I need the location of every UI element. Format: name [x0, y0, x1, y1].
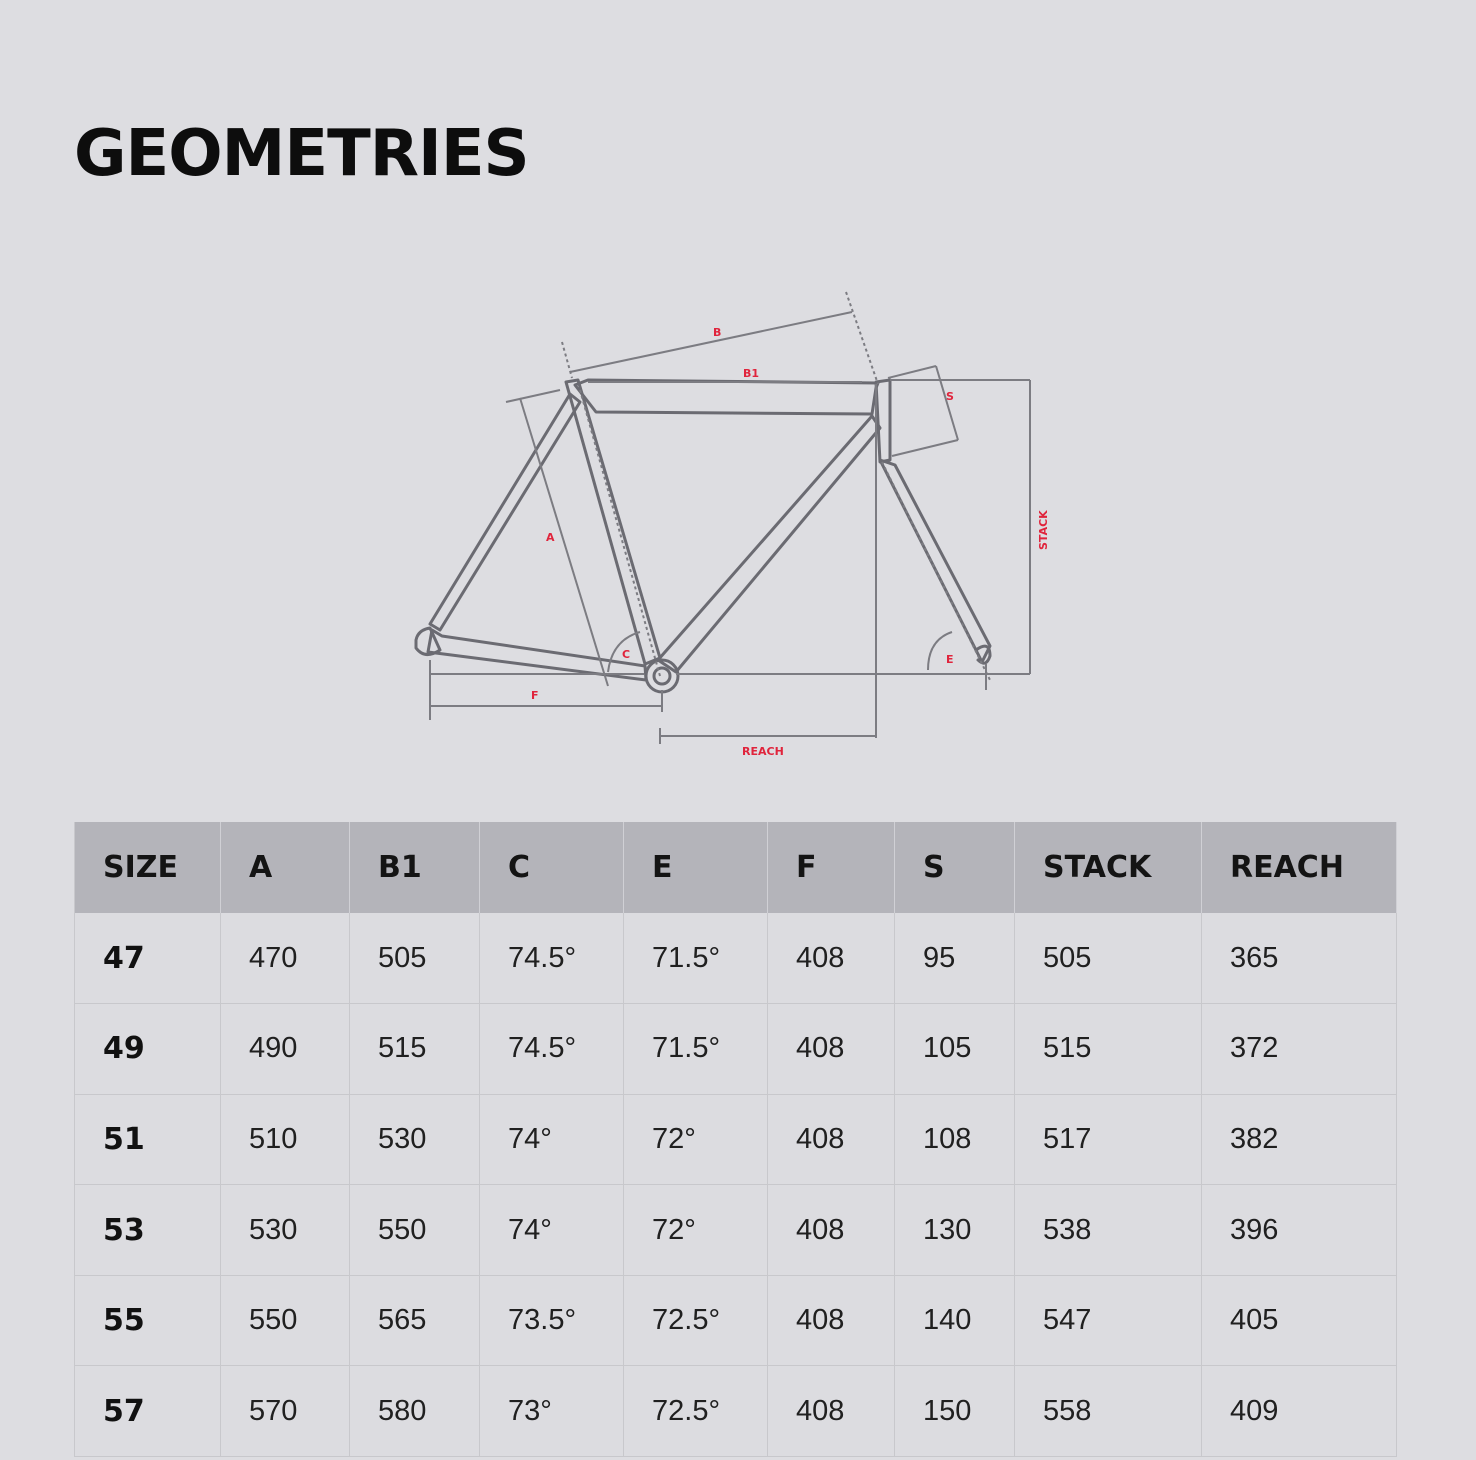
cell-stack: 515: [1015, 1004, 1202, 1095]
cell-s: 108: [895, 1094, 1015, 1185]
cell-a: 470: [221, 913, 350, 1004]
cell-c: 73°: [480, 1366, 624, 1457]
cell-b1: 505: [350, 913, 480, 1004]
cell-size: 53: [75, 1185, 221, 1276]
cell-a: 550: [221, 1275, 350, 1366]
cell-reach: 409: [1202, 1366, 1397, 1457]
table-header-row: [75, 822, 1397, 913]
cell-e: 72°: [624, 1094, 768, 1185]
cell-e: 72°: [624, 1185, 768, 1276]
label-f: F: [531, 689, 539, 702]
column-header-f: F: [768, 822, 895, 913]
cell-stack: 547: [1015, 1275, 1202, 1366]
label-b1: B1: [743, 367, 760, 380]
cell-size: 55: [75, 1275, 221, 1366]
cell-b1: 515: [350, 1004, 480, 1095]
cell-f: 408: [768, 1004, 895, 1095]
column-header-b1: B1: [350, 822, 480, 913]
cell-a: 510: [221, 1094, 350, 1185]
cell-f: 408: [768, 1366, 895, 1457]
column-header-s: S: [895, 822, 1015, 913]
cell-size: 49: [75, 1004, 221, 1095]
label-stack: STACK: [1037, 510, 1050, 550]
cell-stack: 505: [1015, 913, 1202, 1004]
cell-reach: 365: [1202, 913, 1397, 1004]
cell-s: 95: [895, 913, 1015, 1004]
cell-s: 130: [895, 1185, 1015, 1276]
cell-reach: 405: [1202, 1275, 1397, 1366]
bike-frame-drawing: [416, 380, 990, 692]
column-header-reach: REACH: [1202, 822, 1397, 913]
label-c: C: [622, 648, 631, 661]
cell-e: 71.5°: [624, 913, 768, 1004]
cell-e: 71.5°: [624, 1004, 768, 1095]
table-row: [75, 1004, 1397, 1095]
cell-e: 72.5°: [624, 1275, 768, 1366]
cell-stack: 538: [1015, 1185, 1202, 1276]
cell-size: 47: [75, 913, 221, 1004]
table-row: [75, 1094, 1397, 1185]
cell-e: 72.5°: [624, 1366, 768, 1457]
cell-f: 408: [768, 1094, 895, 1185]
cell-c: 74.5°: [480, 913, 624, 1004]
column-header-e: E: [624, 822, 768, 913]
cell-f: 408: [768, 1275, 895, 1366]
label-a: A: [546, 531, 555, 544]
table-row: [75, 1185, 1397, 1276]
cell-size: 51: [75, 1094, 221, 1185]
cell-size: 57: [75, 1366, 221, 1457]
table-row: [75, 1366, 1397, 1457]
geometry-table: [74, 822, 1397, 1457]
table-row: [75, 1275, 1397, 1366]
dimension-lines: [430, 292, 1030, 744]
column-header-stack: STACK: [1015, 822, 1202, 913]
cell-a: 530: [221, 1185, 350, 1276]
cell-reach: 372: [1202, 1004, 1397, 1095]
cell-c: 74°: [480, 1185, 624, 1276]
cell-a: 570: [221, 1366, 350, 1457]
cell-s: 140: [895, 1275, 1015, 1366]
cell-b1: 565: [350, 1275, 480, 1366]
cell-b1: 580: [350, 1366, 480, 1457]
column-header-c: C: [480, 822, 624, 913]
cell-c: 74°: [480, 1094, 624, 1185]
cell-c: 74.5°: [480, 1004, 624, 1095]
cell-s: 105: [895, 1004, 1015, 1095]
cell-f: 408: [768, 1185, 895, 1276]
cell-b1: 550: [350, 1185, 480, 1276]
cell-stack: 558: [1015, 1366, 1202, 1457]
label-s: S: [946, 390, 954, 403]
cell-a: 490: [221, 1004, 350, 1095]
cell-reach: 382: [1202, 1094, 1397, 1185]
cell-f: 408: [768, 913, 895, 1004]
cell-stack: 517: [1015, 1094, 1202, 1185]
label-e: E: [946, 653, 954, 666]
table-row: [75, 913, 1397, 1004]
cell-c: 73.5°: [480, 1275, 624, 1366]
page-title: GEOMETRIES: [74, 117, 529, 191]
cell-reach: 396: [1202, 1185, 1397, 1276]
column-header-a: A: [221, 822, 350, 913]
cell-b1: 530: [350, 1094, 480, 1185]
label-b: B: [713, 326, 722, 339]
label-reach: REACH: [742, 745, 784, 758]
cell-s: 150: [895, 1366, 1015, 1457]
column-header-size: SIZE: [75, 822, 221, 913]
